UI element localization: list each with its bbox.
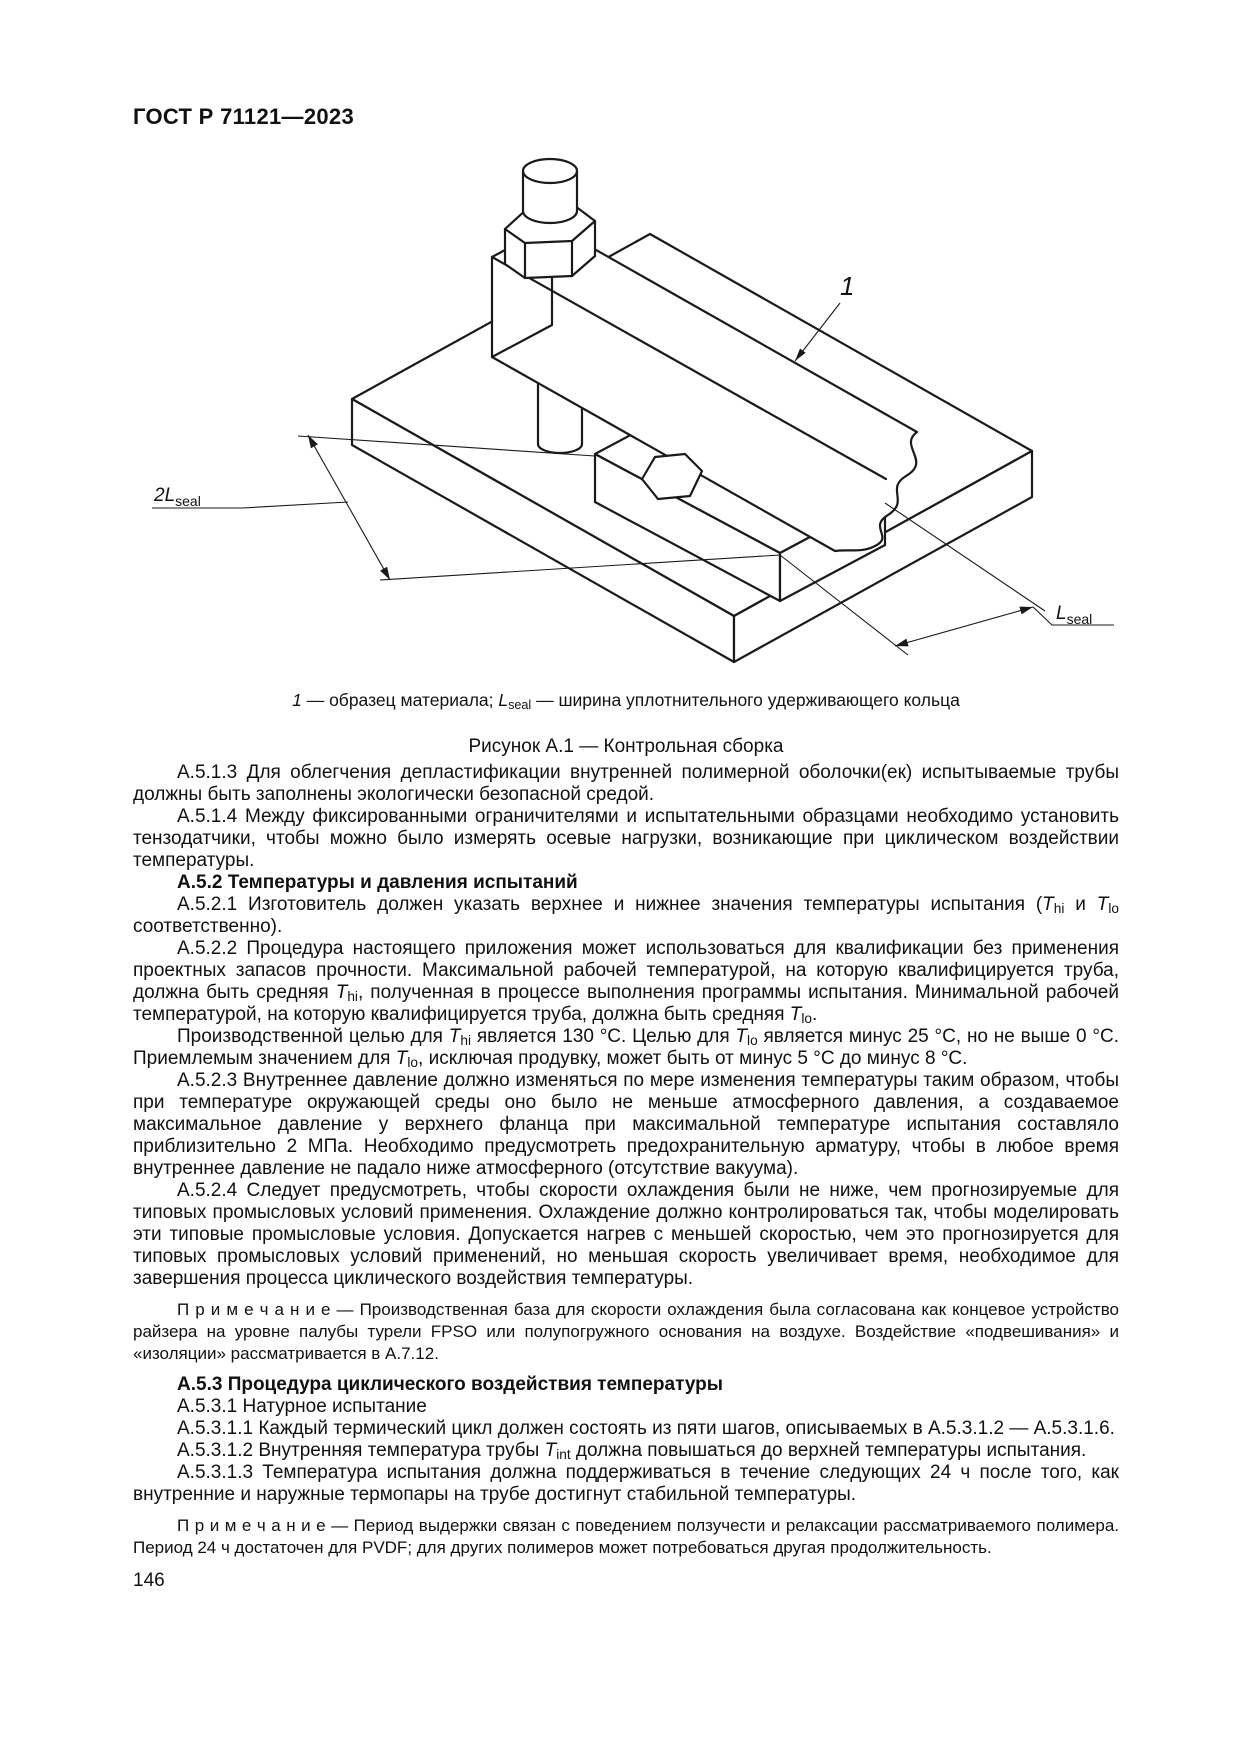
section-heading: А.5.3 Процедура циклического воздействия температуры <box>177 1374 723 1395</box>
dim-label-2lseal: $2L_{seal}$ <box>154 485 201 509</box>
bolt-stud <box>523 159 577 223</box>
arrowhead <box>895 639 909 647</box>
figure-test-assembly <box>140 148 1140 680</box>
figure-title: Рисунок А.1 — Контрольная сборка <box>468 736 784 757</box>
section-heading: А.5.2 Температуры и давления испытаний <box>177 872 578 893</box>
paragraph: А.5.2.3 Внутреннее давление должно изменяться по мере изменения температуры таким образом, чтобы при температуре окружающей среды оно было не меньше атмосферного давления, а создаваемое максимальное давление у верхнего фланца при максимальной температуре испытания составляло приблизительно 2 МПа. Необходимо предусмотреть предохранительную арматуру, чтобы в любое время внутреннее давление не падало ниже атмосферного (отсутствие вакуума). <box>133 1070 1119 1179</box>
arrowhead <box>1019 607 1033 615</box>
document-body <box>133 762 1119 1568</box>
paragraph: А.5.1.4 Между фиксированными ограничителями и испытательными образцами необходимо установить тензодатчики, чтобы можно было измерять осевые нагрузки, возникающие при циклическом воздействии температуры. <box>133 806 1119 871</box>
paragraph: А.5.2.1 Изготовитель должен указать верхнее и нижнее значения температуры испытания ($T_{hi}$ и $T_{lo}$ соответственно). <box>133 894 1119 937</box>
dim-label-lseal: $L_{seal}$ <box>1056 603 1093 627</box>
paragraph: А.5.3.1.3 Температура испытания должна поддерживаться в течение следующих 24 ч после того, как внутренние и наружные термопары на трубе достигнут стабильной температуры. <box>133 1462 1119 1505</box>
dimension-line <box>895 607 1033 646</box>
note-paragraph: П р и м е ч а н и е — Период выдержки связан с поведением ползучести и релаксации рассматриваемого полимера. Период 24 ч достаточен для PVDF; для других полимеров может потребоваться другая продолжительность. <box>133 1516 1119 1557</box>
paragraph: Производственной целью для $T_{hi}$ является 130 °С. Целью для $T_{lo}$ является минус 25 °С, но не выше 0 °С. Приемлемым значением для $T_{lo}$, исключая продувку, может быть от минус 5 °С до минус 8 °С. <box>133 1026 1120 1070</box>
callout-number: 1 <box>840 271 855 301</box>
document-code: ГОСТ Р 71121—2023 <box>133 104 354 129</box>
paragraph: А.5.3.1.1 Каждый термический цикл должен состоять из пяти шагов, описываемых в А.5.3.1.2 — А.5.3.1.6. <box>177 1418 1115 1439</box>
paragraph: А.5.2.4 Следует предусмотреть, чтобы скорости охлаждения были не ниже, чем прогнозируемые для типовых промысловых условий применения. Охлаждение должно контролироваться так, чтобы моделировать эти типовые промысловые условия. Допускается нагрев с меньшей скоростью, чем это прогнозируется для типовых промысловых условий применений, но меньшая скорость увеличивает время, необходимое для завершения процесса циклического воздействия температуры. <box>133 1180 1119 1289</box>
figure-caption: 1 — образец материала; $L_{seal}$ — ширина уплотнительного удерживающего кольца <box>292 690 960 712</box>
paragraph: А.5.3.1 Натурное испытание <box>177 1396 427 1417</box>
figure-a1 <box>140 148 1140 680</box>
paragraph: А.5.2.2 Процедура настоящего приложения может использоваться для квалификации без применения проектных запасов прочности. Максимальной рабочей температурой, на которую квалифицируется труба, должна быть средняя $T_{hi}$, полученная в процессе выполнения программы испытания. Минимальной рабочей температурой, на которую квалифицируется труба, должна быть средняя $T_{lo}$. <box>133 938 1119 1026</box>
paragraph: А.5.3.1.2 Внутренняя температура трубы $T_{int}$ должна повышаться до верхней температуры испытания. <box>177 1440 1087 1462</box>
arrowhead <box>380 567 390 580</box>
note-paragraph: П р и м е ч а н и е — Производственная база для скорости охлаждения была согласована как концевое устройство райзера на уровне палубы турели FPSO или полупогружного основания на воздухе. Воздействие «подвешивания» и «изоляции» рассматривается в А.7.12. <box>133 1300 1119 1363</box>
page-number: 146 <box>133 1570 165 1591</box>
paragraph: А.5.1.3 Для облегчения депластификации внутренней полимерной оболочки(ек) испытываемые трубы должны быть заполнены экологически безопасной средой. <box>133 762 1119 805</box>
